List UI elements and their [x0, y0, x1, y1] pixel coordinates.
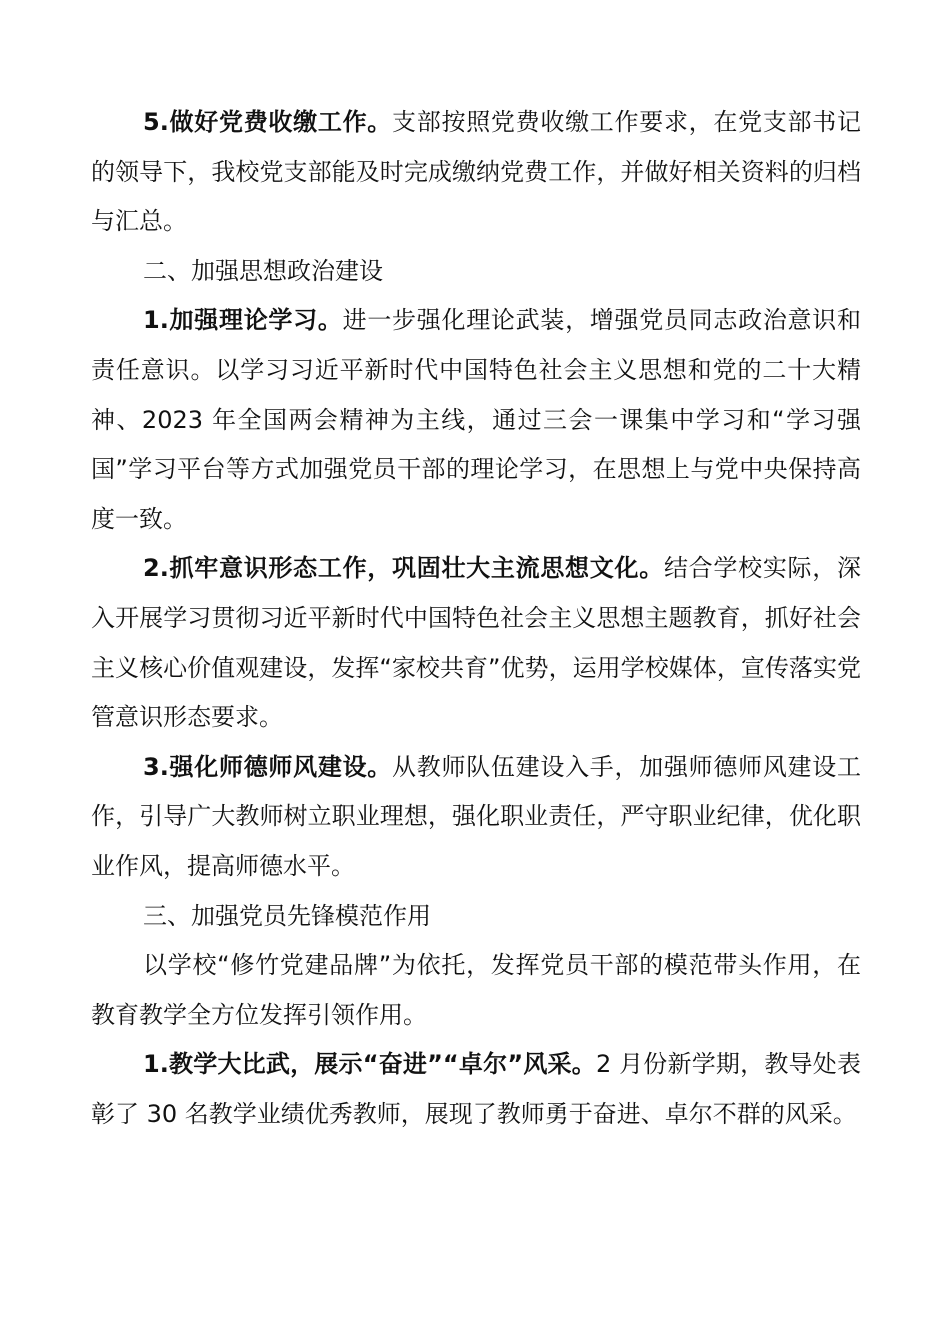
paragraph-party-dues	[91, 98, 861, 247]
paragraph-body: 以学校“修竹党建品牌”为依托，发挥党员干部的模范带头作用，在教育教学全方位发挥引领作用。	[91, 951, 861, 1029]
section-heading-vanguard: 三、加强党员先锋模范作用	[143, 901, 431, 930]
paragraph-body: 从教师队伍建设入手，加强师德师风建设工作，引导广大教师树立职业理想，强化职业责任，严守职业纪律，优化职业作风，提高师德水平。	[91, 752, 861, 880]
paragraph-body: 进一步强化理论武装，增强党员同志政治意识和责任意识。以学习习近平新时代中国特色社会主义思想和党的二十大精神、2023 年全国两会精神为主线，通过三会一课集中学习和“学习强国”学习平台等方式加强党员干部的理论学习，在思想上与党中央保持高度一致。	[91, 306, 862, 533]
document-page	[91, 98, 861, 1139]
paragraph-lead: 3.强化师德师风建设。	[143, 752, 393, 781]
paragraph-lead: 5.做好党费收缴工作。	[143, 108, 393, 136]
paragraph-ideology-work	[91, 544, 861, 742]
paragraph-theory-study	[91, 296, 861, 544]
paragraph-party-brand	[91, 941, 861, 1040]
paragraph-lead: 2.抓牢意识形态工作，巩固壮大主流思想文化。	[143, 554, 664, 583]
section-heading-ideological: 二、加强思想政治建设	[143, 256, 383, 285]
paragraph-lead: 1.加强理论学习。	[143, 306, 343, 335]
paragraph-teacher-ethics	[91, 743, 861, 892]
paragraph-body: 结合学校实际，深入开展学习贯彻习近平新时代中国特色社会主义思想主题教育，抓好社会主义核心价值观建设，发挥“家校共育”优势，运用学校媒体，宣传落实党管意识形态要求。	[91, 554, 861, 732]
paragraph-teaching-contest	[91, 1040, 861, 1139]
paragraph-lead: 1.教学大比武，展示“奋进”“卓尔”风采。	[143, 1050, 596, 1079]
paragraph-body: 支部按照党费收缴工作要求，在党支部书记的领导下，我校党支部能及时完成缴纳党费工作，并做好相关资料的归档与汇总。	[91, 108, 861, 236]
paragraph-body: 2 月份新学期，教导处表彰了 30 名教学业绩优秀教师，展现了教师勇于奋进、卓尔不群的风采。	[91, 1050, 861, 1128]
